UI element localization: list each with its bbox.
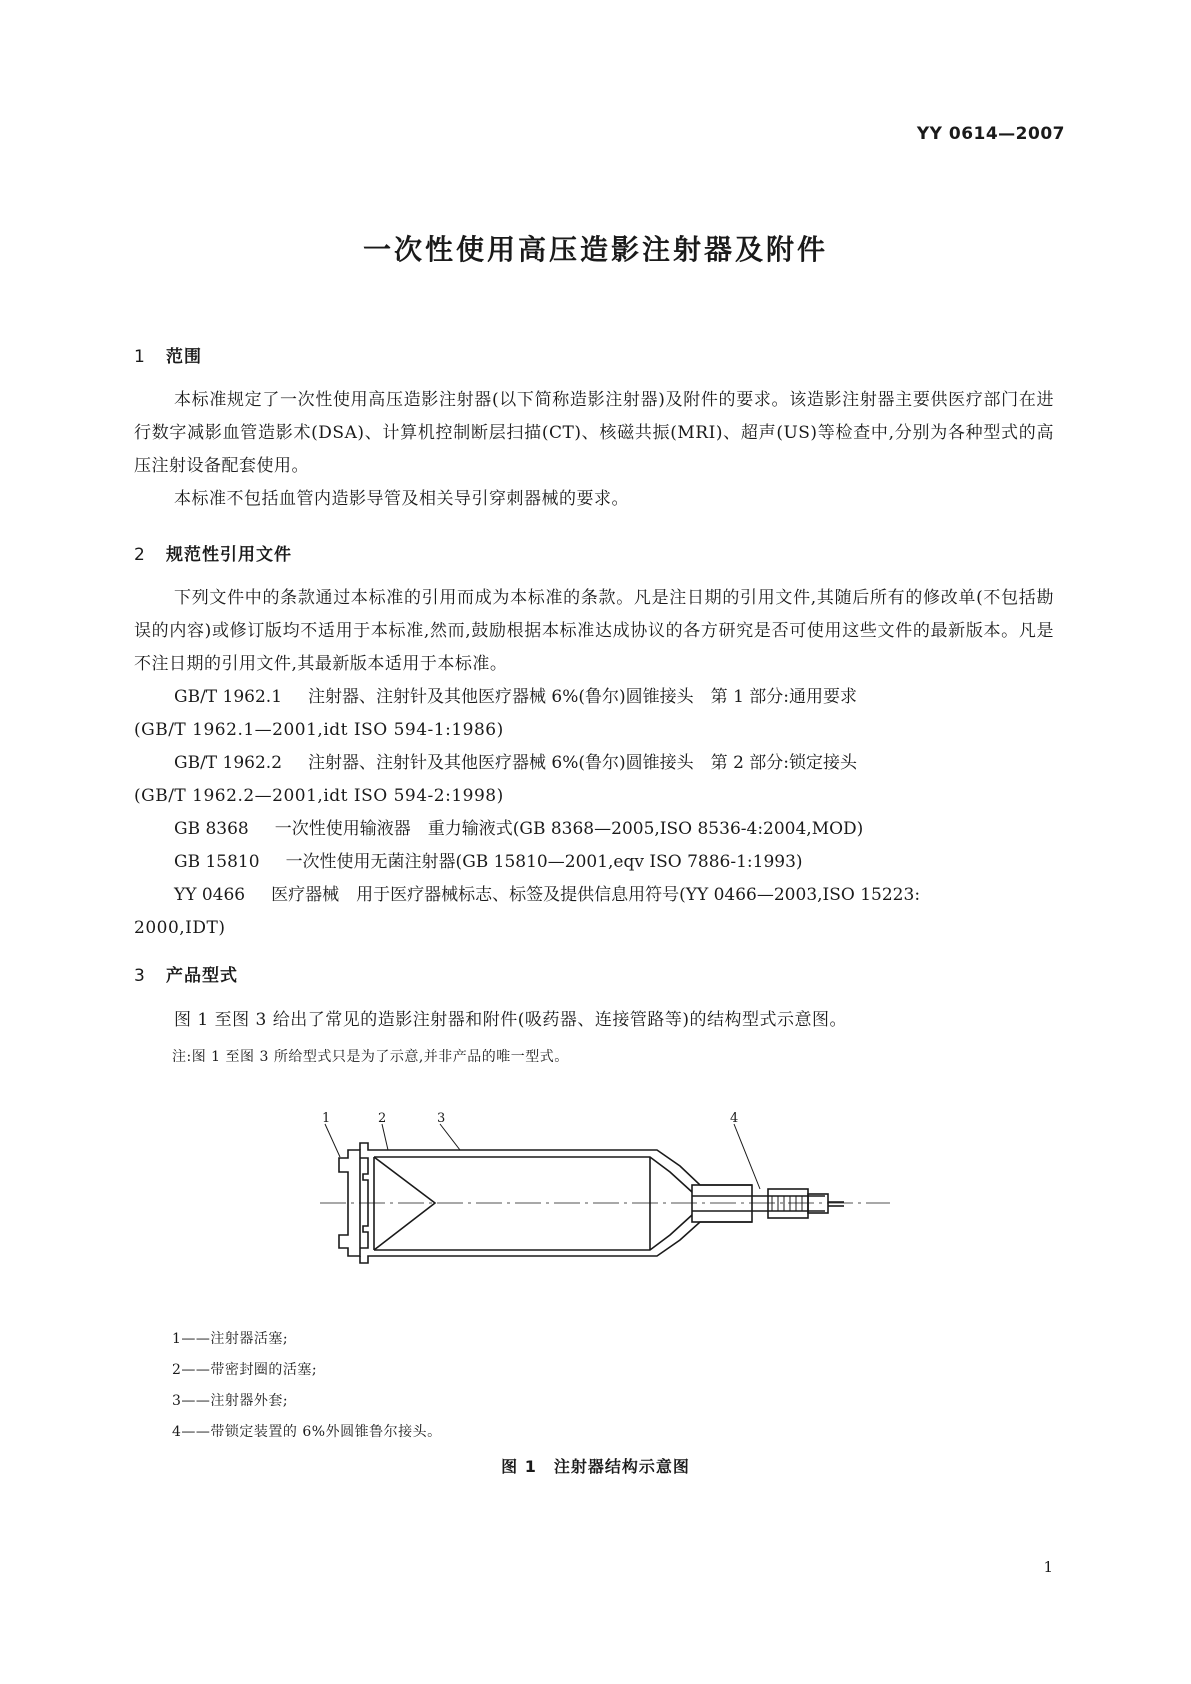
section-1-paragraph-1: 本标准规定了一次性使用高压造影注射器(以下简称造影注射器)及附件的要求。该造影注射器主要供医疗部门在进行数字减影血管造影术(DSA)、计算机控制断层扫描(CT)、核磁共振(MRI)、超声(US)等检查中,分别为各种型式的高压注射设备配套使用。 — [134, 390, 1054, 476]
legend-item: 1——注射器活塞; — [172, 1331, 289, 1347]
section-number: 2 — [134, 545, 146, 565]
reference-entry — [134, 846, 1054, 879]
reference-continuation: 2000,IDT) — [134, 918, 226, 938]
legend-item: 2——带密封圈的活塞; — [172, 1362, 318, 1378]
reference-code: GB/T 1962.1 — [174, 687, 283, 707]
section-title: 产品型式 — [166, 966, 238, 986]
reference-code: GB 8368 — [174, 819, 249, 839]
reference-title: 医疗器械 用于医疗器械标志、标签及提供信息用符号(YY 0466—2003,ISO 15223: — [271, 885, 921, 905]
reference-code: GB/T 1962.2 — [174, 753, 283, 773]
section-title: 规范性引用文件 — [166, 545, 292, 565]
barrel-top-inner — [374, 1157, 692, 1192]
section-1-heading — [134, 342, 202, 367]
section-1-paragraph-2: 本标准不包括血管内造影导管及相关导引穿刺器械的要求。 — [174, 489, 629, 509]
barrel-bottom-outer — [360, 1222, 752, 1263]
reference-title: 注射器、注射针及其他医疗器械 6%(鲁尔)圆锥接头 第 2 部分:锁定接头 — [308, 753, 858, 773]
page-number: 1 — [1043, 1558, 1053, 1576]
reference-title: 一次性使用无菌注射器(GB 15810—2001,eqv ISO 7886-1:1993) — [285, 852, 803, 872]
reference-code: YY 0466 — [174, 885, 246, 905]
callout-label: 4 — [730, 1111, 739, 1126]
nozzle-body — [692, 1185, 752, 1222]
callout-label: 2 — [378, 1111, 387, 1126]
reference-title: 注射器、注射针及其他医疗器械 6%(鲁尔)圆锥接头 第 1 部分:通用要求 — [308, 687, 858, 707]
callout-leader — [734, 1124, 760, 1189]
barrel-bottom-inner — [374, 1215, 692, 1250]
piston-cone — [374, 1157, 435, 1250]
legend-item: 3——注射器外套; — [172, 1393, 289, 1409]
legend-item: 4——带锁定装置的 6%外圆锥鲁尔接头。 — [172, 1424, 442, 1440]
reference-continuation: (GB/T 1962.2—2001,idt ISO 594-2:1998) — [134, 786, 504, 806]
section-number: 3 — [134, 966, 146, 986]
reference-code: GB 15810 — [174, 852, 260, 872]
section-2-paragraph-1: 下列文件中的条款通过本标准的引用而成为本标准的条款。凡是注日期的引用文件,其随后所有的修改单(不包括勘误的内容)或修订版均不适用于本标准,然而,鼓励根据本标准达成协议的各方研究是否可使用这些文件的最新版本。凡是不注日期的引用文件,其最新版本适用于本标准。 — [134, 588, 1054, 674]
reference-entry — [134, 879, 1054, 945]
reference-entry — [134, 681, 1054, 747]
callout-leader — [382, 1124, 388, 1150]
callout-leader — [325, 1124, 340, 1157]
reference-continuation: (GB/T 1962.1—2001,idt ISO 594-1:1986) — [134, 720, 504, 740]
standard-number: YY 0614—2007 — [916, 124, 1065, 144]
note: 注:图 1 至图 3 所给型式只是为了示意,并非产品的唯一型式。 — [172, 1049, 569, 1065]
luer-lock-tip — [808, 1194, 828, 1213]
syringe-diagram — [320, 1110, 890, 1290]
reference-entry — [134, 747, 1054, 813]
section-2-heading — [134, 540, 292, 565]
figure-caption: 图 1 注射器结构示意图 — [501, 1457, 690, 1476]
callout-label: 3 — [437, 1111, 446, 1126]
document-title: 一次性使用高压造影注射器及附件 — [362, 233, 828, 266]
section-number: 1 — [134, 347, 146, 367]
callout-label: 1 — [322, 1111, 331, 1126]
section-title: 范围 — [166, 347, 202, 367]
reference-title: 一次性使用输液器 重力输液式(GB 8368—2005,ISO 8536-4:2004,MOD) — [274, 819, 864, 839]
barrel-top-outer — [360, 1143, 752, 1185]
callout-leader — [440, 1124, 460, 1150]
reference-entry — [134, 813, 1054, 846]
section-3-heading — [134, 961, 238, 986]
section-3-paragraph-1: 图 1 至图 3 给出了常见的造影注射器和附件(吸药器、连接管路等)的结构型式示意图。 — [174, 1010, 848, 1030]
